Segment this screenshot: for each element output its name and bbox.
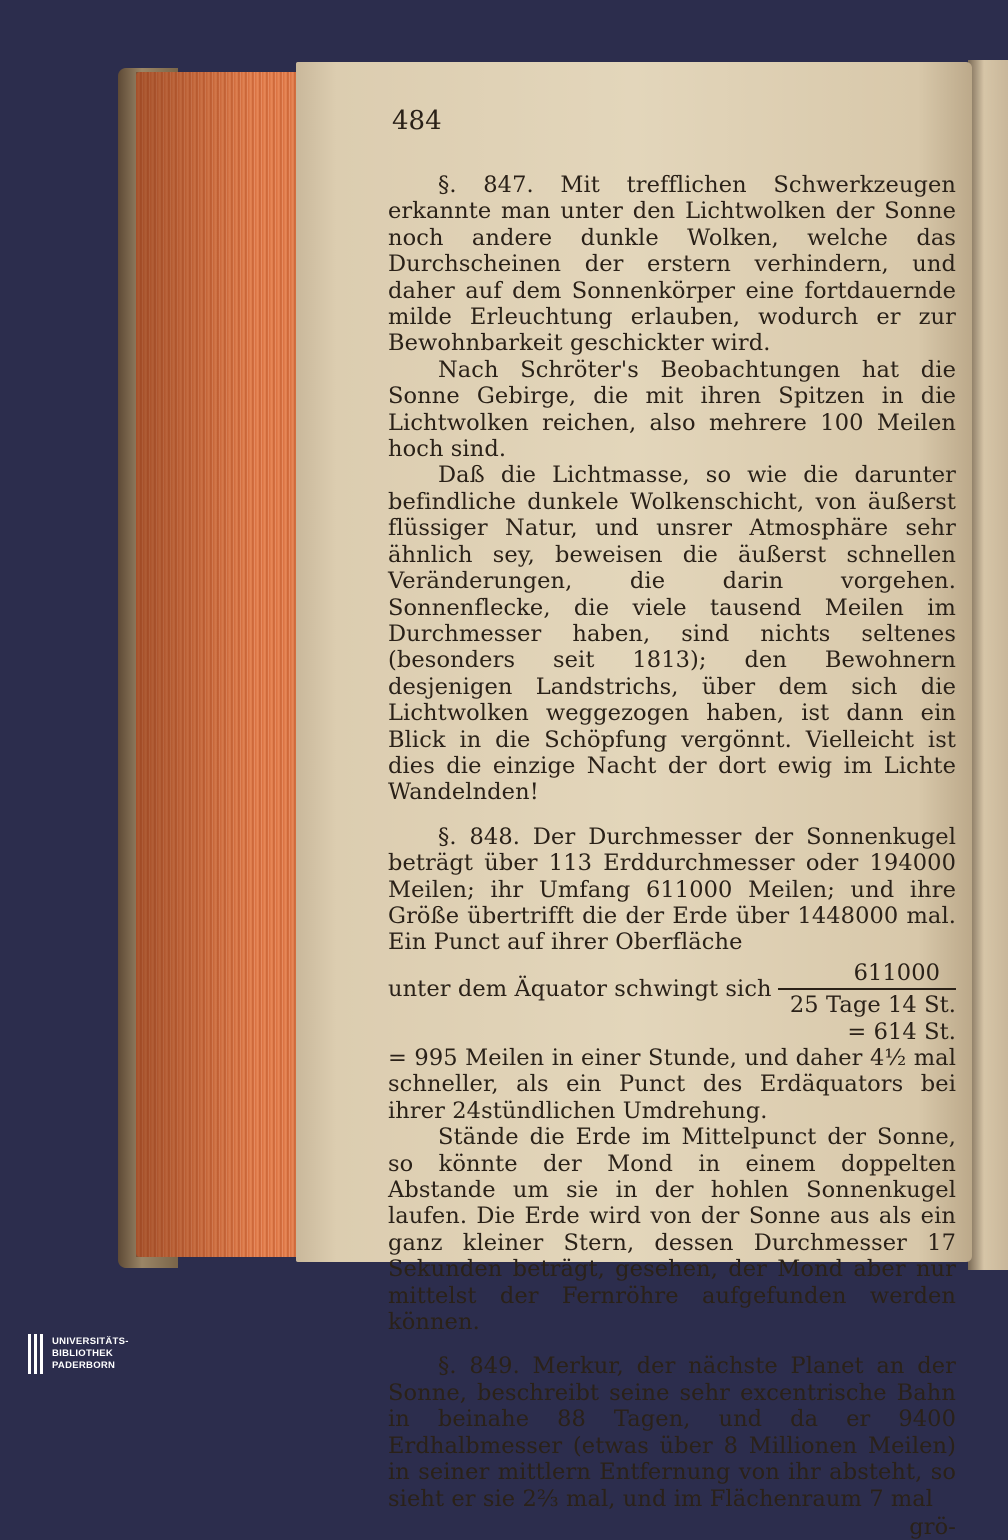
formula-denominator: 25 Tage 14 St. = 614 St. — [789, 992, 956, 1045]
paragraph-849: §. 849. Merkur, der nächste Planet an der Sonne, beschreibt seine sehr excentrische Bahn in beinahe 88 Tagen, und da er 9400 Erdhalbmesser (etwas über 8 Millionen Meilen) in seiner mittlern Entfernung von ihr absteht, so sieht er sie 2⅔ mal, und im Flächenraum 7 mal — [388, 1353, 956, 1512]
catchword: grö- — [909, 1513, 956, 1540]
paragraph-848-continued: = 995 Meilen in einer Stunde, und daher 4½ mal schneller, als ein Punct des Erdäquators bei ihrer 24stündlichen Umdrehung. — [388, 1045, 956, 1124]
library-logo-icon — [28, 1334, 44, 1374]
rotation-formula — [388, 960, 956, 1045]
formula-label: unter dem Äquator schwingt sich — [388, 975, 772, 1002]
page-edges-shadow — [136, 72, 256, 1257]
paragraph-847: §. 847. Mit trefflichen Schwerkzeugen erkannte man unter den Lichtwolken der Sonne noch andere dunkle Wolken, welche das Durchscheinen der erstern verhindern, und daher auf dem Sonnenkörper eine fortdauernde milde Erleuchtung erlauben, wodurch er zur Bewohnbarkeit geschickter wird. — [388, 172, 956, 357]
page-number: 484 — [392, 106, 442, 136]
facing-page-edge — [968, 60, 1008, 1270]
paragraph-lichtmasse: Daß die Lichtmasse, so wie die darunter befindliche dunkele Wolkenschicht, von äußerst flüssiger Natur, und unsrer Atmosphäre sehr ähnlich sey, beweisen die äußerst schnellen Veränderungen, die darin vorgehen. Sonnenflecke, die viele tausend Meilen im Durchmesser haben, sind nichts seltenes (besonders seit 1813); den Bewohnern desjenigen Landstrichs, über dem sich die Lichtwolken weggezogen haben, ist dann ein Blick in die Schöpfung vergönnt. Vielleicht ist dies die einzige Nacht der dort ewig im Lichte Wandelnden! — [388, 462, 956, 806]
paragraph-848: §. 848. Der Durchmesser der Sonnenkugel beträgt über 113 Erddurchmesser oder 194000 Meilen; ihr Umfang 611000 Meilen; und ihre Größe übertrifft die der Erde über 1448000 mal. Ein Punct auf ihrer Oberfläche — [388, 823, 956, 956]
paragraph-erde-im-mittelpunct: Stände die Erde im Mittelpunct der Sonne, so könnte der Mond in einem doppelten Abstande um sie in der hohlen Sonnenkugel laufen. Die Erde wird von der Sonne aus als ein ganz kleiner Stern, dessen Durchmesser 17 Sekunden beträgt, gesehen, der Mond aber nur mittelst der Fernröhre aufgefunden werden können. — [388, 1124, 956, 1336]
paragraph-schroeter: Nach Schröter's Beobachtungen hat die Sonne Gebirge, die mit ihren Spitzen in die Lichtwolken reichen, also mehrere 100 Meilen hoch sind. — [388, 356, 956, 463]
library-name: UNIVERSITÄTS- BIBLIOTHEK PADERBORN — [52, 1336, 129, 1371]
page-text — [388, 104, 956, 1540]
formula-numerator: 611000 — [853, 959, 941, 986]
book-page — [296, 62, 972, 1540]
library-brand — [28, 1334, 129, 1374]
